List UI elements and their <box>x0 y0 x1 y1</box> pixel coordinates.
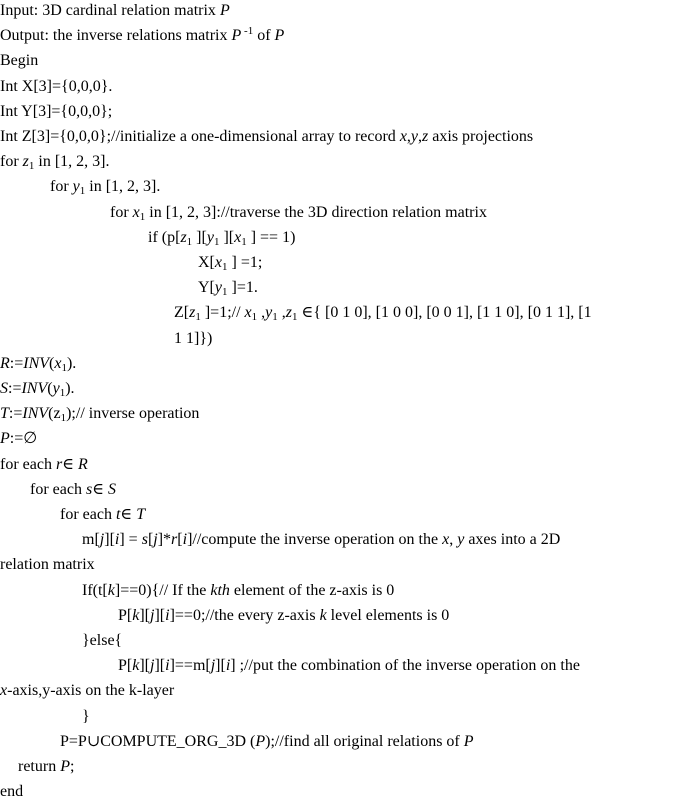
code-line <box>0 100 685 123</box>
code-line <box>0 251 685 274</box>
code-text: axis projections <box>428 128 534 145</box>
code-line <box>0 755 685 778</box>
code-text: S <box>108 480 117 498</box>
code-text: y <box>52 380 60 397</box>
code-text: , <box>406 128 411 145</box>
code-text: ∈ <box>120 506 137 523</box>
code-text: ][ <box>139 606 150 624</box>
code-text: m[ <box>82 531 100 549</box>
code-text: for each <box>60 506 116 523</box>
code-text: P <box>255 732 266 750</box>
code-text: , <box>449 531 458 549</box>
code-line <box>0 604 685 627</box>
code-text: INV <box>22 405 49 423</box>
code-text: ] ;//put the combination of the inverse operation on the <box>230 657 580 675</box>
code-text: i <box>114 531 120 549</box>
code-line <box>0 276 685 299</box>
code-text: j <box>150 657 155 675</box>
code-text: -1 <box>241 25 254 38</box>
code-text: ][ <box>215 657 226 675</box>
code-text: ∈ <box>92 480 109 498</box>
code-text: element of the z-axis is 0 <box>229 581 395 599</box>
code-text: 1 <box>28 160 35 173</box>
code-text: r <box>171 531 178 549</box>
code-text: :=∅ <box>9 430 38 448</box>
code-text: T <box>136 506 146 523</box>
code-text: ]=1;// <box>200 304 245 322</box>
code-text: x <box>214 254 222 271</box>
code-text: 1 <box>59 387 66 399</box>
code-line <box>0 175 685 198</box>
code-text: , <box>277 304 286 322</box>
code-text: ] == 1) <box>246 228 296 246</box>
code-text: y <box>410 128 419 145</box>
code-text: 1 <box>251 311 258 324</box>
code-text: R <box>0 354 10 372</box>
code-line <box>0 654 685 677</box>
code-text: ][ <box>219 228 235 246</box>
code-text: P <box>274 27 285 45</box>
code-text: j <box>210 657 216 675</box>
code-line <box>0 553 685 576</box>
code-text: y <box>206 228 214 246</box>
code-text: Input: 3D cardinal relation matrix <box>0 2 220 19</box>
code-text: x <box>244 304 252 322</box>
code-text: r <box>55 455 63 473</box>
code-line <box>0 125 685 148</box>
code-line <box>0 402 685 425</box>
code-text: ]==0;//the every z-axis <box>169 606 320 624</box>
code-line <box>0 679 685 702</box>
code-text: 1 1]}) <box>174 329 213 347</box>
code-line <box>0 730 685 753</box>
code-text: ] = <box>119 531 142 549</box>
code-text: ][ <box>104 531 115 549</box>
code-text: }else{ <box>82 632 123 649</box>
code-line <box>0 226 685 249</box>
code-text: level elements is 0 <box>326 606 450 624</box>
code-text: x <box>234 228 242 246</box>
code-text: 1 <box>195 311 201 324</box>
code-text: ]==0){// If the <box>114 581 211 599</box>
code-text: ∈{ [0 1 0], [1 0 0], [0 0 1], [1 1 0], [0 1 1], [1 <box>297 304 592 322</box>
code-text: axes into a 2D <box>464 531 561 549</box>
code-line <box>0 528 685 551</box>
code-line <box>0 301 685 324</box>
code-text: if (p[ <box>148 228 181 246</box>
code-text: ][ <box>154 606 166 624</box>
code-text: y <box>265 304 273 322</box>
code-line <box>0 780 685 803</box>
code-line <box>0 503 685 526</box>
code-text: k <box>319 606 327 624</box>
code-line <box>0 427 685 450</box>
code-text: ] =1; <box>227 254 263 271</box>
code-text: y <box>214 279 222 297</box>
code-text: 1 <box>60 412 67 425</box>
code-text: -axis,y-axis on the k-layer <box>7 682 175 700</box>
code-text: P <box>219 2 230 19</box>
code-line <box>0 327 685 350</box>
code-text: Int Y[3]={0,0,0}; <box>0 102 113 120</box>
code-text: Int Z[3]={0,0,0};//initialize a one-dimensional array to record <box>0 128 400 145</box>
code-text: ]==m[ <box>169 657 211 675</box>
code-text: Z[ <box>174 304 190 322</box>
code-text: P[ <box>118 657 133 675</box>
code-text: in [1, 2, 3]. <box>34 153 110 171</box>
code-text: s <box>141 531 148 549</box>
code-text: relation matrix <box>0 556 95 574</box>
code-line <box>0 629 685 652</box>
code-text: ∈ <box>62 455 79 473</box>
code-line <box>0 453 685 476</box>
code-text: , <box>418 128 423 145</box>
code-text: 1 <box>213 235 220 248</box>
code-text: z <box>189 304 196 322</box>
code-line <box>0 24 685 47</box>
code-text: P <box>0 430 10 448</box>
code-text: x <box>0 682 8 700</box>
code-text: z <box>422 128 429 145</box>
code-text: ). <box>66 354 77 372</box>
code-text: 1 <box>291 311 298 324</box>
code-text: in [1, 2, 3]://traverse the 3D direction relation matrix <box>145 203 487 221</box>
code-text: 1 <box>139 210 146 223</box>
code-text: t <box>115 506 121 523</box>
code-text: Begin <box>0 52 39 70</box>
code-text: S <box>0 380 8 397</box>
code-text: ][ <box>192 228 207 246</box>
code-text: y <box>72 178 80 196</box>
code-text: z <box>285 304 292 322</box>
code-text: for <box>50 178 73 196</box>
code-text: 1 <box>222 261 228 273</box>
code-line <box>0 478 685 501</box>
code-text: kth <box>210 581 230 599</box>
code-text: T <box>0 405 9 423</box>
code-text: for each <box>0 455 56 473</box>
code-text: X[ <box>198 254 215 271</box>
code-line <box>0 352 685 375</box>
code-text: k <box>107 581 115 599</box>
code-text: := <box>9 354 24 372</box>
code-text: k <box>132 606 140 624</box>
code-text: for <box>0 153 23 171</box>
code-text: [ <box>147 531 154 549</box>
code-text: j <box>153 531 158 549</box>
code-text: [ <box>177 531 183 549</box>
code-text: z <box>22 153 29 171</box>
code-text: } <box>82 707 90 725</box>
code-text: for <box>110 203 133 221</box>
code-text: in [1, 2, 3]. <box>85 178 161 196</box>
code-text: x <box>442 531 450 549</box>
code-text: ]=1. <box>227 279 258 297</box>
code-text: INV <box>21 380 48 397</box>
code-text: of <box>253 27 275 45</box>
code-text: ( <box>47 380 53 397</box>
code-text: 1 <box>272 311 278 324</box>
code-text: , <box>257 304 266 322</box>
code-text: i <box>165 606 170 624</box>
code-line <box>0 49 685 72</box>
code-text: P=P∪COMPUTE_ORG_3D ( <box>60 732 256 750</box>
code-text: ). <box>65 380 75 397</box>
code-text: i <box>165 657 170 675</box>
code-text: P <box>231 27 242 45</box>
code-text: j <box>150 606 155 624</box>
code-text: y <box>457 531 465 549</box>
code-text: k <box>132 657 140 675</box>
code-text: );// inverse operation <box>66 405 200 423</box>
code-text: x <box>132 203 140 221</box>
code-line <box>0 377 685 400</box>
code-text: end <box>0 783 24 801</box>
code-text: 1 <box>222 286 228 299</box>
code-text: ][ <box>139 657 150 675</box>
code-text: If(t[ <box>82 581 108 599</box>
code-text: (z <box>48 405 61 423</box>
code-text: ( <box>49 354 55 372</box>
code-text: := <box>8 380 22 397</box>
code-text: ]//compute the inverse operation on the <box>187 531 443 549</box>
code-line <box>0 705 685 728</box>
code-line <box>0 0 685 22</box>
code-text: Int X[3]={0,0,0}. <box>0 77 113 95</box>
code-text: i <box>182 531 188 549</box>
code-text: R <box>78 455 88 473</box>
code-text: ]* <box>157 531 172 549</box>
code-text: x <box>399 128 407 145</box>
code-line <box>0 75 685 98</box>
code-text: );//find all original relations of <box>265 732 464 750</box>
code-text: P[ <box>118 606 133 624</box>
code-text: x <box>54 354 62 372</box>
code-text: 1 <box>186 235 193 248</box>
code-line <box>0 150 685 173</box>
code-text: 1 <box>241 235 247 248</box>
code-text: P <box>463 732 474 750</box>
code-text: z <box>180 228 187 246</box>
code-text: INV <box>23 354 50 372</box>
code-text: 1 <box>79 185 86 198</box>
code-text: 1 <box>61 361 67 374</box>
code-text: ][ <box>154 657 166 675</box>
code-text: s <box>85 480 93 498</box>
code-text: P <box>60 758 70 775</box>
code-text: Y[ <box>198 279 215 297</box>
code-line <box>0 201 685 224</box>
code-text: ; <box>69 758 75 775</box>
code-text: j <box>99 531 105 549</box>
code-text: i <box>225 657 231 675</box>
code-text: return <box>18 758 61 775</box>
code-text: := <box>8 405 23 423</box>
code-text: Output: the inverse relations matrix <box>0 27 232 45</box>
code-line <box>0 579 685 602</box>
code-text: for each <box>30 480 86 498</box>
